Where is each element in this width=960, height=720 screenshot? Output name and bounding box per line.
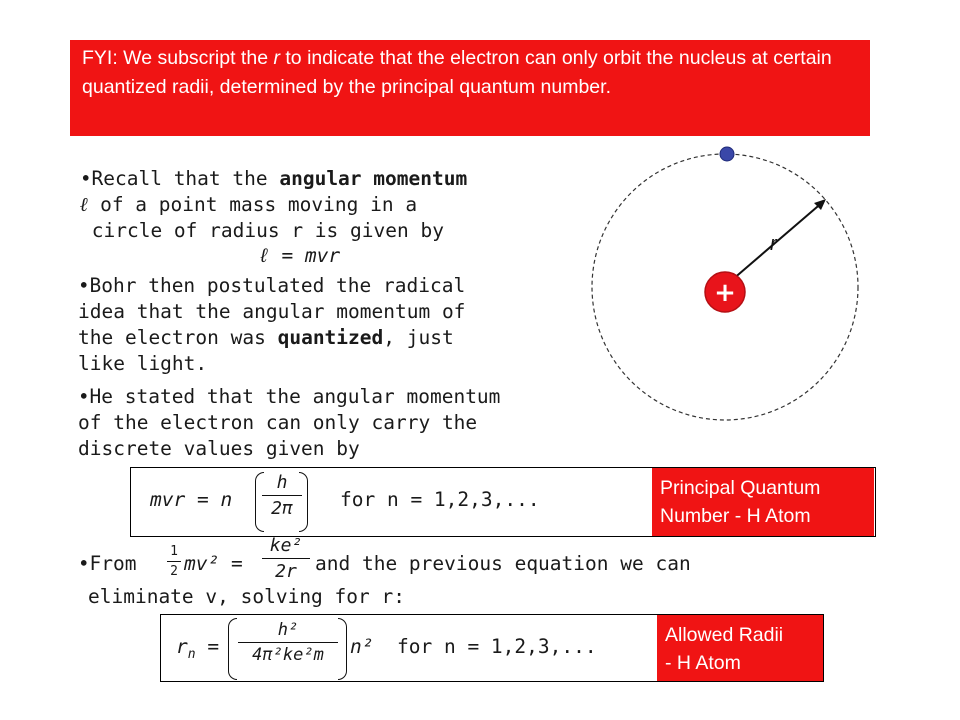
radius-label: r <box>770 233 777 255</box>
bohr-orbit-diagram <box>580 140 880 430</box>
half-den: 2 <box>170 564 178 579</box>
eq2-n2: n² <box>350 635 374 658</box>
bullet-icon: • <box>80 167 92 190</box>
para-discrete <box>78 384 500 462</box>
label2-line2: - H Atom <box>665 652 741 674</box>
eq2-lhs <box>176 634 219 668</box>
bullet-icon: • <box>78 552 90 575</box>
radius-line <box>732 201 824 280</box>
formula-l-mvr: ℓ = mvr <box>258 244 341 267</box>
para2-line3-end: , just <box>383 326 454 349</box>
ke-num: ke² <box>269 535 303 556</box>
ke-den: 2r <box>275 561 297 582</box>
nucleus-plus-icon: + <box>714 278 736 308</box>
para2-line4: like light. <box>78 352 208 375</box>
para-bohr <box>78 273 465 377</box>
para4-from-text: From <box>89 552 137 575</box>
fyi-text-1: FYI: We subscript the <box>82 47 274 69</box>
label2-line1: Allowed Radii <box>665 624 784 646</box>
para-angular-momentum <box>80 166 467 244</box>
fyi-r: r <box>273 47 280 69</box>
eq1-num: h <box>276 472 288 493</box>
para1-bold: angular momentum <box>279 167 468 190</box>
eq1-fraction <box>262 472 302 519</box>
eq2-left-paren <box>228 618 237 680</box>
fyi-note <box>70 40 870 136</box>
half-bar <box>167 561 181 562</box>
half-num: 1 <box>170 544 178 559</box>
para3-line3: discrete values given by <box>78 437 360 460</box>
para3-line2: of the electron can only carry the <box>78 411 478 434</box>
para2-line2: idea that the angular momentum of <box>78 300 466 323</box>
para1-line1: Recall that the <box>91 167 280 190</box>
eq2-den: 4π²ke²m <box>252 645 324 665</box>
label1-line2: Number - H Atom <box>660 505 811 527</box>
eq2-num: h² <box>277 620 299 640</box>
ell-symbol: ℓ <box>80 193 89 216</box>
para1-line3: circle of radius r is given by <box>91 219 444 242</box>
eq2-fraction <box>238 620 338 665</box>
eq2-sub: n <box>187 646 196 662</box>
para4-rest: and the previous equation we can <box>315 552 691 575</box>
mv2-text: mv² = <box>184 552 243 575</box>
para4-from <box>78 551 136 577</box>
eq2-condition: for n = 1,2,3,... <box>397 635 597 658</box>
para4-line2: eliminate v, solving for r: <box>88 585 405 608</box>
eq2-equals: = <box>207 635 220 658</box>
eq2-right-paren <box>338 618 347 680</box>
eq1-condition: for n = 1,2,3,... <box>340 488 540 511</box>
eq1-den: 2π <box>271 498 293 519</box>
eq1-lhs: mvr = n <box>150 488 233 511</box>
electron <box>720 147 734 161</box>
label-allowed-radii <box>657 615 823 681</box>
fyi-text-2: to indicate that the electron can only orbit the nucleus at certain quantized radii, determined by the principal quantum number. <box>82 47 832 98</box>
bullet-icon: • <box>78 385 90 408</box>
para3-line1: He stated that the angular momentum <box>89 385 501 408</box>
ke-bar <box>262 558 310 559</box>
half-fraction <box>167 544 181 579</box>
label-principal-quantum <box>652 468 874 536</box>
para1-line2: of a point mass moving in a <box>88 193 418 216</box>
eq2-bar <box>238 642 338 643</box>
bullet-icon: • <box>78 274 90 297</box>
para2-line3: the electron was <box>78 326 278 349</box>
eq1-right-paren <box>299 472 308 532</box>
eq1-bar <box>262 495 302 496</box>
label1-line1: Principal Quantum <box>660 477 821 499</box>
para2-bold: quantized <box>277 326 384 349</box>
eq2-r: r <box>176 635 188 658</box>
para2-line1: Bohr then postulated the radical <box>89 274 466 297</box>
ke-fraction <box>262 535 310 582</box>
